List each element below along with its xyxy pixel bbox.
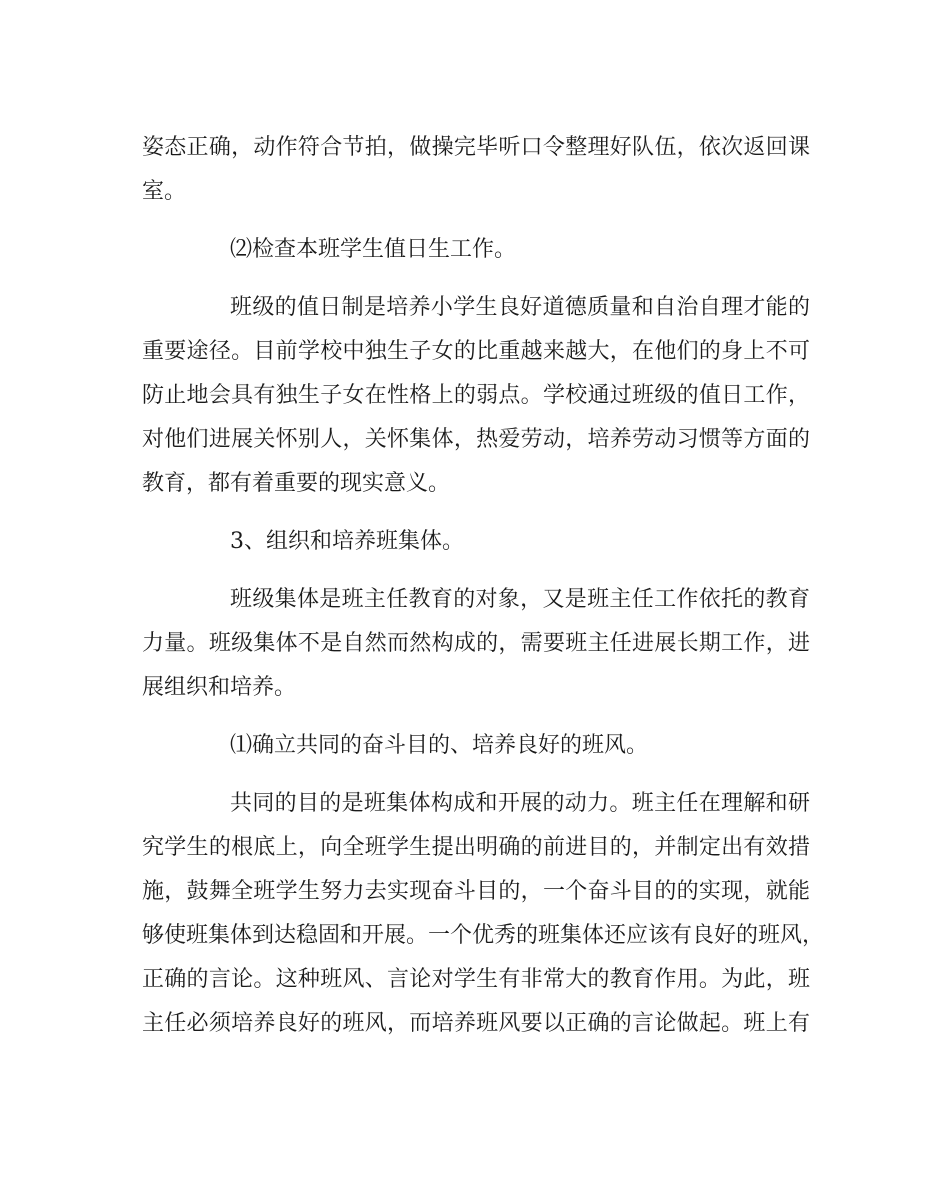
paragraph-5 (142, 578, 810, 710)
paragraph-3 (142, 286, 810, 506)
text-line: 教育，都有着重要的现实意义。 (142, 471, 451, 496)
paragraph-7 (142, 782, 825, 1046)
text-line: 班级的值日制是培养小学生良好道德质量和自治自理才能的 (230, 295, 810, 320)
text-line: 3、组织和培养班集体。 (230, 529, 464, 554)
paragraph-1 (142, 126, 810, 214)
text-line: 姿态正确，动作符合节拍，做操完毕听口令整理好队伍，依次返回课 (142, 135, 810, 160)
text-line: 究学生的根底上，向全班学生提出明确的前进目的，并制定出有效措 (142, 835, 810, 860)
text-line: 力量。班级集体不是自然而然构成的，需要班主任进展长期工作，进 (142, 631, 810, 656)
text-line: 够使班集体到达稳固和开展。一个优秀的班集体还应该有良好的班风， (142, 923, 825, 948)
paragraph-2 (142, 228, 810, 272)
paragraph-6 (142, 724, 810, 768)
text-line: 班级集体是班主任教育的对象，又是班主任工作依托的教育 (230, 587, 810, 612)
text-line: 重要途径。目前学校中独生子女的比重越来越大，在他们的身上不可 (142, 339, 810, 364)
text-line: 施，鼓舞全班学生努力去实现奋斗目的，一个奋斗目的的实现，就能 (142, 879, 810, 904)
text-line: 对他们进展关怀别人，关怀集体，热爱劳动，培养劳动习惯等方面的 (142, 427, 810, 452)
document-body (142, 126, 825, 1060)
text-line: 防止地会具有独生子女在性格上的弱点。学校通过班级的值日工作， (142, 383, 810, 408)
text-line: 共同的目的是班集体构成和开展的动力。班主任在理解和研 (230, 791, 810, 816)
paragraph-4 (142, 520, 810, 564)
text-line: 主任必须培养良好的班风，而培养班风要以正确的言论做起。班上有 (142, 1011, 810, 1036)
text-line: 展组织和培养。 (142, 675, 297, 700)
text-line: 室。 (142, 179, 187, 204)
text-line: ⑵检查本班学生值日生工作。 (230, 237, 517, 262)
text-line: ⑴确立共同的奋斗目的、培养良好的班风。 (230, 733, 649, 758)
text-line: 正确的言论。这种班风、言论对学生有非常大的教育作用。为此，班 (142, 967, 810, 992)
